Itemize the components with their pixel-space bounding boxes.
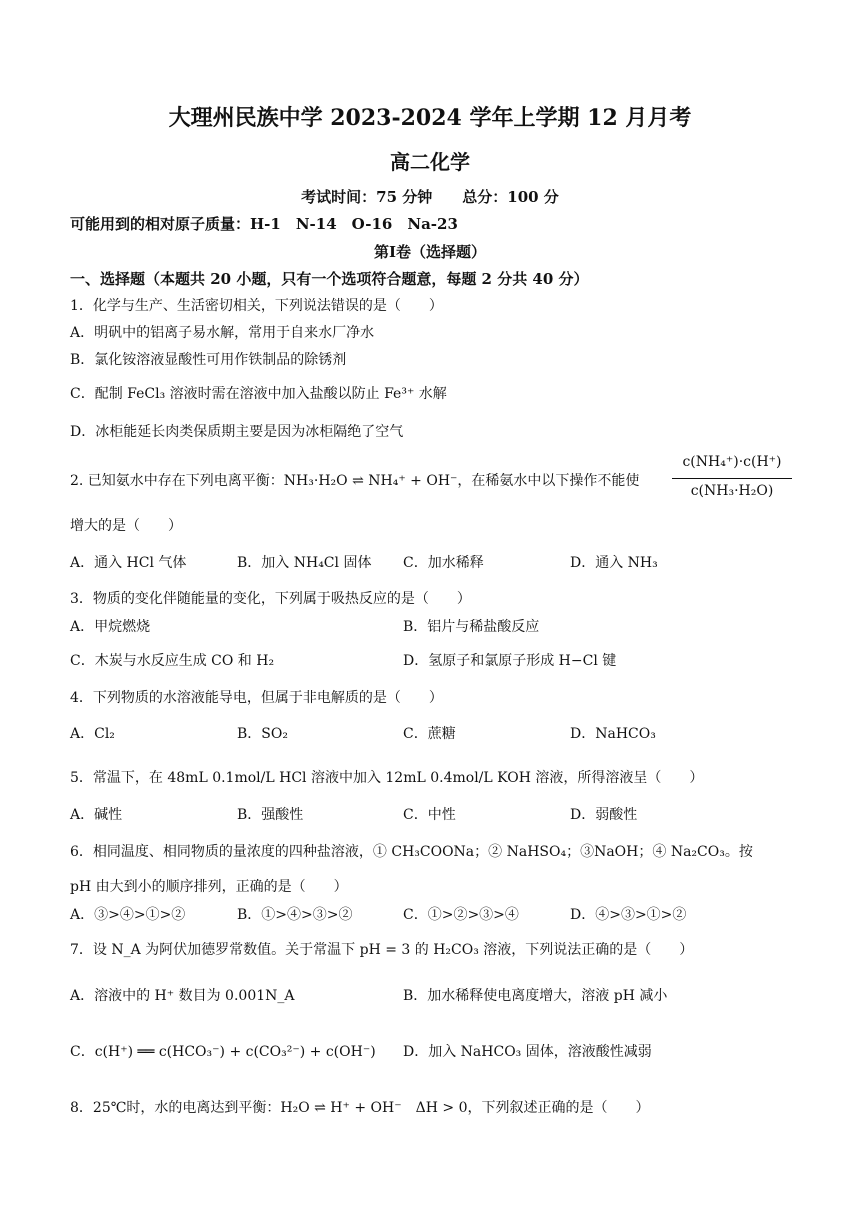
q3-option-b: B．铝片与稀盐酸反应 (403, 619, 540, 635)
section-title: 一、选择题（本题共 20 小题，只有一个选项符合题意，每题 2 分共 40 分） (70, 270, 589, 288)
exam-info: 考试时间：75 分钟 总分：100 分 (301, 188, 559, 206)
q6-stem: 6．相同温度、相同物质的量浓度的四种盐溶液，① CH₃COONa；② NaHSO₄；③NaOH；④ Na₂CO₃。按 (70, 844, 753, 860)
q1-option-d: D．冰柜能延长肉类保质期主要是因为冰柜隔绝了空气 (70, 424, 404, 440)
q3-option-d: D．氢原子和氯原子形成 H−Cl 键 (403, 653, 617, 669)
exam-title: 大理州民族中学 2023-2024 学年上学期 12 月月考 (168, 105, 692, 131)
part-title: 第Ⅰ卷（选择题） (373, 243, 487, 261)
q4-option-c: C．蔗糖 (403, 726, 456, 742)
exam-subject: 高二化学 (390, 150, 470, 174)
q5-option-c: C．中性 (403, 807, 456, 823)
q4-stem: 4．下列物质的水溶液能导电，但属于非电解质的是（ ） (70, 690, 443, 706)
q4-option-d: D．NaHCO₃ (570, 726, 656, 742)
atomic-masses: 可能用到的相对原子质量：H-1 N-14 O-16 Na-23 (70, 215, 458, 233)
q2-option-c: C．加水稀释 (403, 555, 484, 571)
q7-option-a: A．溶液中的 H⁺ 数目为 0.001N_A (70, 988, 295, 1004)
q7-option-d: D．加入 NaHCO₃ 固体，溶液酸性减弱 (403, 1044, 652, 1060)
q7-option-c: C．c(H⁺) ══ c(HCO₃⁻) + c(CO₃²⁻) + c(OH⁻) (70, 1044, 376, 1060)
q7-option-b: B．加水稀释使电离度增大，溶液 pH 减小 (403, 988, 668, 1004)
q6-option-d: D．④>③>①>② (570, 907, 687, 923)
q1-option-b: B．氯化铵溶液显酸性可用作铁制品的除锈剂 (70, 352, 347, 368)
q5-option-d: D．弱酸性 (570, 807, 638, 823)
q2-option-d: D．通入 NH₃ (570, 555, 658, 571)
q6-stem-continued: pH 由大到小的顺序排列，正确的是（ ） (70, 879, 348, 895)
q2-option-b: B．加入 NH₄Cl 固体 (237, 555, 372, 571)
q4-option-b: B．SO₂ (237, 726, 288, 742)
q2-stem: 2. 已知氨水中存在下列电离平衡：NH₃·H₂O ⇌ NH₄⁺ + OH⁻，在稀氨水中以下操作不能使 (70, 473, 640, 489)
q2-fraction (672, 452, 792, 508)
q1-stem: 1．化学与生产、生活密切相关，下列说法错误的是（ ） (70, 298, 443, 314)
fraction-bar (672, 478, 792, 479)
q3-stem: 3．物质的变化伴随能量的变化，下列属于吸热反应的是（ ） (70, 591, 471, 607)
q4-option-a: A．Cl₂ (70, 726, 115, 742)
q3-option-a: A．甲烷燃烧 (70, 619, 151, 635)
q3-option-c: C．木炭与水反应生成 CO 和 H₂ (70, 653, 275, 669)
q2-stem-continued: 增大的是（ ） (70, 518, 182, 534)
q2-option-a: A．通入 HCl 气体 (70, 555, 187, 571)
q6-option-a: A．③>④>①>② (70, 907, 186, 923)
q7-stem: 7．设 N_A 为阿伏加德罗常数值。关于常温下 pH = 3 的 H₂CO₃ 溶液，下列说法正确的是（ ） (70, 942, 694, 958)
q6-option-c: C．①>②>③>④ (403, 907, 519, 923)
q5-stem: 5．常温下，在 48mL 0.1mol/L HCl 溶液中加入 12mL 0.4mol/L KOH 溶液，所得溶液呈（ ） (70, 770, 704, 786)
q1-option-c: C．配制 FeCl₃ 溶液时需在溶液中加入盐酸以防止 Fe³⁺ 水解 (70, 386, 447, 402)
q6-option-b: B．①>④>③>② (237, 907, 353, 923)
q2-fraction-numerator: c(NH₄⁺)·c(H⁺) (682, 454, 782, 470)
q5-option-a: A．碱性 (70, 807, 123, 823)
q8-stem: 8．25℃时，水的电离达到平衡：H₂O ⇌ H⁺ + OH⁻ ΔH > 0，下列叙述正确的是（ ） (70, 1100, 650, 1116)
q1-option-a: A．明矾中的铝离子易水解，常用于自来水厂净水 (70, 325, 375, 341)
q2-fraction-denominator: c(NH₃·H₂O) (690, 483, 774, 499)
q5-option-b: B．强酸性 (237, 807, 304, 823)
